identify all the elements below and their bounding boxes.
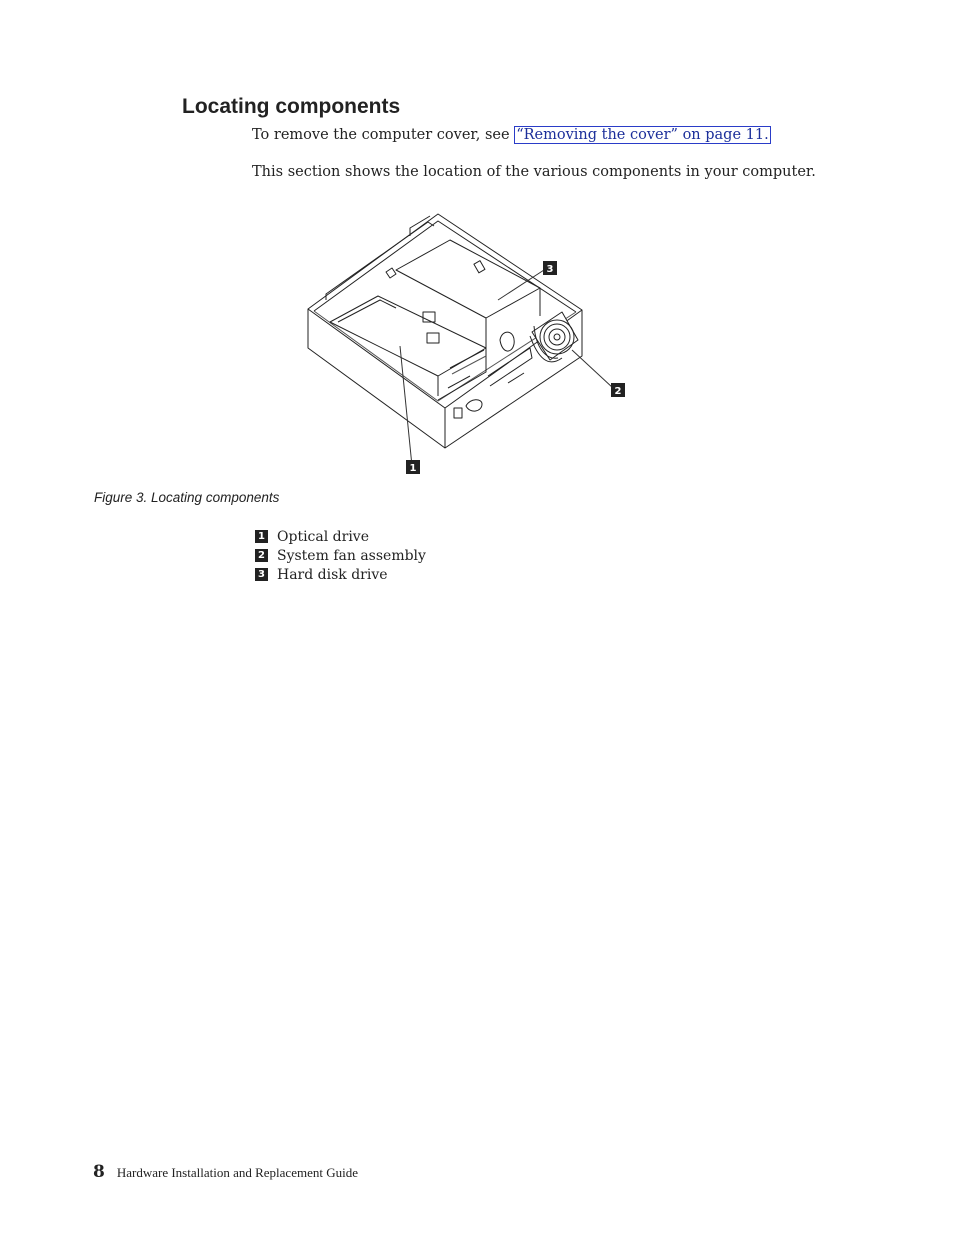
svg-text:3: 3 — [546, 264, 554, 275]
legend-item — [255, 527, 426, 546]
callout-2 — [611, 383, 625, 397]
intro-text: To remove the computer cover, see — [252, 127, 515, 143]
computer-components-illustration — [300, 208, 640, 483]
svg-text:1: 1 — [409, 463, 417, 474]
legend-item — [255, 565, 426, 584]
callout-1 — [406, 460, 420, 474]
figure-caption: Figure 3. Locating components — [94, 490, 280, 505]
page-footer — [93, 1162, 358, 1182]
book-title: Hardware Installation and Replacement Guide — [116, 1165, 358, 1180]
legend-label: Optical drive — [277, 528, 369, 545]
legend-item — [255, 546, 426, 565]
section-heading: Locating components — [182, 95, 401, 118]
callout-3 — [543, 261, 557, 275]
description-paragraph: This section shows the location of the various components in your computer. — [252, 164, 816, 180]
intro-paragraph — [252, 127, 771, 143]
removing-cover-link[interactable]: “Removing the cover” on page 11. — [516, 127, 769, 143]
legend-number: 3 — [255, 568, 268, 581]
page-number: 8 — [93, 1162, 105, 1182]
legend-label: Hard disk drive — [277, 566, 388, 583]
svg-text:2: 2 — [614, 386, 622, 397]
legend-number: 2 — [255, 549, 268, 562]
legend-label: System fan assembly — [277, 547, 426, 564]
legend-number: 1 — [255, 530, 268, 543]
component-legend — [255, 527, 426, 584]
